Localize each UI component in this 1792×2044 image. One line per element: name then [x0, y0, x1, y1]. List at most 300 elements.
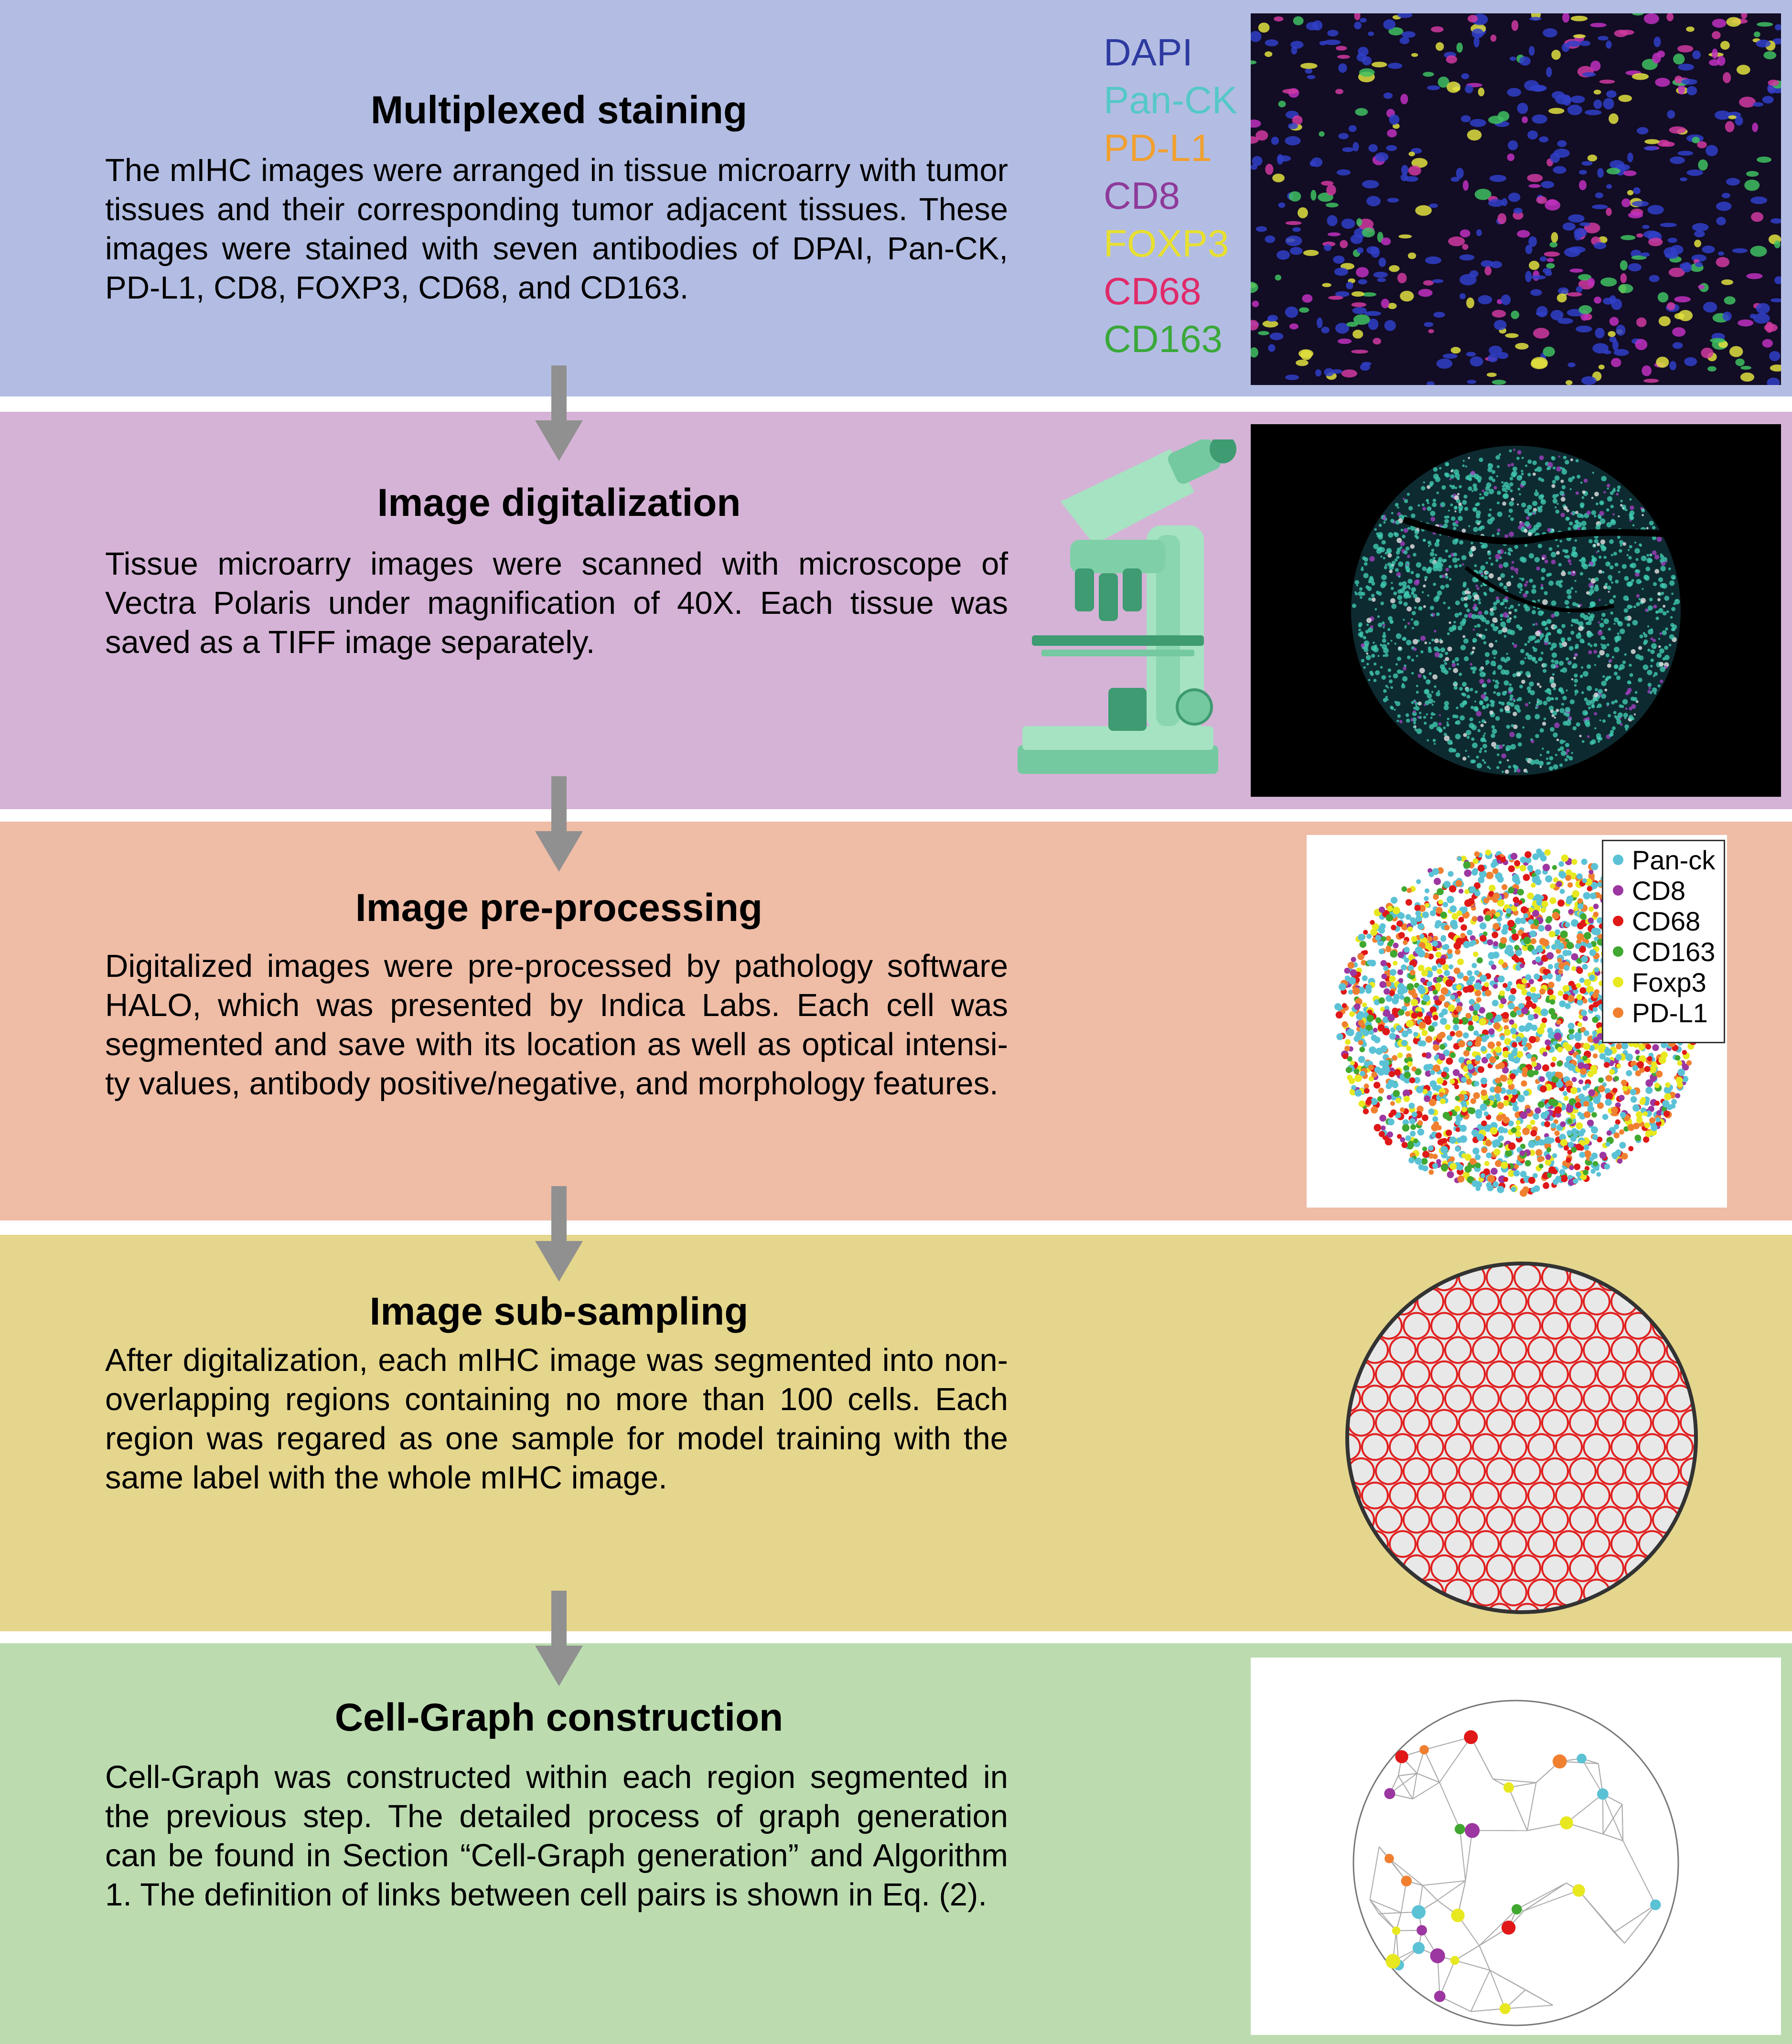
- cell-point: [1433, 1044, 1439, 1051]
- cell-point: [1371, 1072, 1377, 1078]
- cell-dot: [1493, 691, 1496, 694]
- cell-dot: [1544, 591, 1548, 595]
- cell-point: [1545, 1111, 1550, 1116]
- cell-dot: [1520, 660, 1524, 665]
- cell-dot: [1504, 670, 1510, 675]
- cell-dot: [1497, 577, 1501, 580]
- cell-dot: [1532, 501, 1537, 506]
- cell-dot: [1404, 550, 1408, 555]
- cell-point: [1492, 1000, 1499, 1006]
- cell-dot: [1379, 524, 1382, 527]
- cell-point: [1344, 1046, 1350, 1051]
- cell-blob: [1399, 37, 1409, 44]
- cell-blob: [1543, 268, 1551, 273]
- cell-dot: [1593, 643, 1597, 647]
- cell-blob: [1373, 338, 1381, 344]
- cell-blob: [1706, 145, 1718, 156]
- cell-dot: [1448, 607, 1450, 610]
- cell-dot: [1525, 703, 1528, 706]
- cell-point: [1546, 1045, 1551, 1050]
- cell-dot: [1481, 525, 1485, 530]
- cell-dot: [1614, 617, 1619, 622]
- cell-point: [1380, 923, 1386, 930]
- cell-blob: [1459, 274, 1477, 286]
- cell-dot: [1529, 553, 1534, 558]
- cell-blob: [1657, 139, 1669, 147]
- cell-point: [1563, 1042, 1569, 1049]
- cell-blob: [1465, 85, 1473, 93]
- cell-dot: [1574, 679, 1578, 683]
- cell-point: [1584, 1111, 1590, 1118]
- cell-blob: [1484, 266, 1492, 275]
- cell-point: [1540, 1085, 1547, 1092]
- cell-dot: [1468, 756, 1470, 758]
- cell-point: [1454, 967, 1460, 974]
- cell-point: [1486, 872, 1493, 879]
- cell-dot: [1492, 679, 1494, 681]
- cell-dot: [1583, 671, 1588, 677]
- cell-blob: [1553, 166, 1566, 174]
- cell-dot: [1535, 734, 1539, 738]
- cell-dot: [1579, 559, 1581, 561]
- cell-dot: [1597, 706, 1599, 708]
- cell-blob: [1432, 279, 1444, 283]
- cell-dot: [1623, 713, 1628, 717]
- cell-blob: [1303, 250, 1319, 256]
- cell-blob: [1620, 273, 1627, 283]
- cell-dot: [1384, 552, 1387, 555]
- cell-dot: [1395, 503, 1399, 507]
- cell-blob: [1673, 54, 1685, 64]
- cell-point: [1520, 865, 1526, 871]
- cell-dot: [1414, 535, 1417, 538]
- cell-blob: [1670, 157, 1685, 164]
- cell-blob: [1762, 96, 1774, 104]
- cell-dot: [1616, 635, 1621, 641]
- cell-dot: [1588, 578, 1591, 580]
- cell-point: [1433, 1015, 1438, 1020]
- cell-point: [1634, 1134, 1641, 1141]
- cell-point: [1375, 935, 1381, 941]
- cell-point: [1454, 1106, 1460, 1112]
- cell-dot: [1366, 655, 1371, 660]
- cell-point: [1520, 856, 1526, 863]
- cell-dot: [1356, 584, 1358, 586]
- cell-dot: [1606, 702, 1610, 706]
- cell-point: [1411, 999, 1418, 1006]
- cell-dot: [1561, 497, 1566, 502]
- cell-dot: [1598, 516, 1601, 519]
- cell-blob: [1383, 19, 1395, 30]
- cell-blob: [1373, 272, 1388, 278]
- cell-dot: [1497, 532, 1500, 535]
- cell-blob: [1381, 237, 1391, 245]
- cell-point: [1621, 1153, 1628, 1159]
- cell-blob: [1513, 208, 1523, 214]
- cell-blob: [1725, 121, 1735, 132]
- cell-dot: [1365, 630, 1369, 633]
- cell-point: [1520, 1171, 1527, 1177]
- cell-point: [1555, 1176, 1561, 1182]
- cell-point: [1475, 1163, 1481, 1168]
- cell-dot: [1541, 621, 1546, 626]
- cell-dot: [1512, 561, 1514, 564]
- cell-point: [1498, 975, 1504, 982]
- cell-point: [1588, 918, 1594, 923]
- cell-blob: [1603, 98, 1614, 109]
- cell-dot: [1494, 684, 1499, 689]
- cell-dot: [1554, 625, 1557, 629]
- cell-point: [1387, 1095, 1392, 1100]
- cell-blob: [1357, 247, 1363, 254]
- cell-dot: [1377, 535, 1379, 537]
- cell-blob: [1567, 105, 1582, 115]
- cell-point: [1523, 874, 1530, 881]
- cell-blob: [1341, 219, 1355, 229]
- cell-dot: [1554, 722, 1560, 728]
- cell-point: [1440, 1018, 1447, 1025]
- cell-blob: [1737, 65, 1750, 75]
- cell-blob: [1597, 168, 1604, 178]
- cell-dot: [1519, 578, 1521, 579]
- cell-point: [1355, 1031, 1363, 1038]
- cell-blob: [1620, 30, 1634, 35]
- cell-point: [1543, 969, 1548, 974]
- cell-dot: [1503, 562, 1508, 567]
- cell-dot: [1517, 450, 1522, 454]
- cell-dot: [1383, 626, 1384, 628]
- cell-blob: [1488, 116, 1503, 124]
- cell-dot: [1532, 610, 1536, 614]
- cell-dot: [1572, 602, 1577, 606]
- cell-dot: [1658, 577, 1663, 582]
- cell-point: [1393, 907, 1400, 914]
- cell-blob: [1546, 67, 1552, 77]
- cell-point: [1441, 1164, 1448, 1171]
- cell-point: [1496, 1041, 1501, 1047]
- cell-point: [1492, 868, 1499, 874]
- cell-dot: [1358, 624, 1362, 627]
- cell-dot: [1588, 642, 1590, 645]
- cell-dot: [1639, 598, 1641, 600]
- cell-point: [1548, 982, 1555, 988]
- cell-dot: [1618, 667, 1621, 671]
- cell-dot: [1428, 698, 1433, 704]
- cell-point: [1523, 1187, 1529, 1193]
- cell-dot: [1383, 521, 1385, 524]
- cell-blob: [1677, 45, 1693, 52]
- cell-point: [1369, 1030, 1374, 1035]
- cell-point: [1498, 1135, 1504, 1142]
- cell-dot: [1400, 546, 1403, 549]
- cell-dot: [1594, 712, 1597, 716]
- cell-dot: [1495, 716, 1500, 721]
- cell-blob: [1342, 147, 1353, 152]
- cell-point: [1398, 932, 1405, 938]
- cell-blob: [1321, 327, 1330, 333]
- marker-label: FOXP3: [1104, 222, 1229, 265]
- cell-point: [1583, 1169, 1588, 1175]
- cell-dot: [1540, 766, 1542, 768]
- cell-dot: [1558, 687, 1564, 692]
- cell-point: [1442, 964, 1449, 971]
- cell-dot: [1609, 659, 1612, 663]
- cell-point: [1545, 924, 1552, 931]
- cell-point: [1516, 984, 1522, 989]
- cell-dot: [1521, 472, 1524, 475]
- cell-dot: [1541, 761, 1544, 764]
- cell-point: [1466, 1079, 1472, 1085]
- cell-dot: [1503, 493, 1509, 499]
- cell-dot: [1437, 492, 1439, 494]
- cell-point: [1531, 883, 1535, 888]
- cell-point: [1457, 910, 1462, 916]
- cell-point: [1682, 1050, 1687, 1055]
- cell-point: [1671, 1103, 1676, 1109]
- cell-dot: [1476, 502, 1480, 506]
- cell-dot: [1624, 724, 1629, 729]
- cell-dot: [1440, 585, 1445, 589]
- cell-dot: [1456, 524, 1459, 527]
- cell-blob: [1372, 62, 1387, 67]
- cell-dot: [1368, 598, 1372, 601]
- cell-point: [1358, 934, 1365, 941]
- cell-dot: [1630, 673, 1633, 677]
- cell-dot: [1649, 521, 1654, 525]
- cell-dot: [1516, 733, 1522, 738]
- cell-blob: [1355, 108, 1368, 116]
- cell-dot: [1594, 664, 1596, 666]
- cell-point: [1592, 1017, 1598, 1023]
- cell-blob: [1672, 327, 1685, 337]
- cell-blob: [1550, 152, 1560, 163]
- cell-point: [1574, 1164, 1580, 1170]
- cell-point: [1511, 1097, 1516, 1102]
- cell-blob: [1686, 170, 1703, 176]
- cell-blob: [1566, 380, 1573, 385]
- cell-point: [1428, 1109, 1435, 1115]
- cell-point: [1508, 1053, 1514, 1059]
- cell-dot: [1581, 563, 1586, 567]
- cell-point: [1508, 887, 1514, 893]
- cell-dot: [1555, 697, 1558, 700]
- cell-point: [1584, 1145, 1589, 1150]
- cell-point: [1547, 989, 1554, 995]
- cell-dot: [1462, 464, 1465, 467]
- cell-dot: [1387, 642, 1390, 645]
- cell-point: [1579, 978, 1585, 983]
- cell-dot: [1516, 457, 1520, 460]
- cell-point: [1521, 906, 1528, 913]
- cell-blob: [1265, 235, 1275, 243]
- cell-dot: [1627, 688, 1631, 692]
- cell-dot: [1413, 726, 1416, 728]
- cell-dot: [1380, 666, 1383, 669]
- cell-dot: [1580, 572, 1583, 576]
- cell-dot: [1501, 481, 1503, 483]
- cell-dot: [1676, 599, 1678, 601]
- stage-description: Cell-Graph was constructed within each region segmented in the previous step. The detailed process of graph generation can be found in Section “Cell-Graph generation” and Algorithm 1. The definition of links between cell pairs is shown in Eq. (2).: [105, 1759, 1008, 1913]
- cell-blob: [1628, 212, 1643, 218]
- cell-dot: [1600, 636, 1605, 640]
- cell-dot: [1636, 602, 1640, 607]
- cell-dot: [1557, 503, 1559, 505]
- cell-blob: [1667, 302, 1675, 310]
- cell-blob: [1579, 170, 1587, 175]
- cell-blob: [1752, 123, 1758, 132]
- cell-dot: [1588, 650, 1592, 654]
- cell-dot: [1641, 556, 1647, 561]
- cell-dot: [1513, 674, 1516, 677]
- cell-dot: [1525, 758, 1529, 761]
- marker-label: CD163: [1104, 318, 1223, 360]
- cell-point: [1495, 1160, 1502, 1167]
- cell-point: [1410, 1131, 1416, 1136]
- cell-dot: [1513, 467, 1517, 471]
- cell-blob: [1595, 328, 1604, 338]
- cell-point: [1630, 1089, 1636, 1095]
- cell-dot: [1552, 529, 1554, 531]
- cell-point: [1371, 1106, 1378, 1113]
- cell-blob: [1270, 332, 1284, 340]
- cell-dot: [1568, 717, 1572, 720]
- cell-point: [1379, 1114, 1386, 1122]
- cell-dot: [1396, 720, 1399, 722]
- cell-dot: [1525, 671, 1531, 676]
- cell-dot: [1452, 539, 1458, 545]
- cell-point: [1534, 1107, 1541, 1113]
- cell-blob: [1300, 350, 1312, 360]
- cell-point: [1643, 1112, 1648, 1116]
- cell-point: [1463, 1050, 1470, 1056]
- cell-point: [1380, 960, 1387, 967]
- cell-point: [1662, 1100, 1669, 1107]
- cell-blob: [1389, 265, 1399, 272]
- cell-point: [1473, 1092, 1480, 1099]
- cell-point: [1675, 1055, 1681, 1061]
- cell-blob: [1769, 351, 1781, 361]
- cell-dot: [1482, 735, 1485, 737]
- cell-blob: [1398, 235, 1412, 238]
- cell-dot: [1663, 611, 1667, 616]
- cell-point: [1490, 1127, 1498, 1134]
- cell-dot: [1630, 519, 1632, 522]
- cell-point: [1584, 932, 1591, 940]
- cell-dot: [1629, 663, 1631, 666]
- cell-point: [1611, 1107, 1618, 1114]
- cell-dot: [1531, 528, 1536, 534]
- cell-dot: [1453, 553, 1457, 556]
- cell-blob: [1292, 227, 1301, 232]
- cell-blob: [1768, 80, 1779, 86]
- cell-blob: [1656, 357, 1669, 368]
- cell-point: [1478, 1066, 1484, 1073]
- cell-dot: [1612, 727, 1616, 730]
- cell-dot: [1452, 557, 1458, 563]
- cell-dot: [1556, 738, 1559, 741]
- cell-dot: [1652, 526, 1656, 530]
- cell-point: [1516, 1036, 1522, 1042]
- cell-blob: [1522, 116, 1528, 123]
- stage-description: The mIHC images were arranged in tissue microarry with tumor tissues and their corresponding tumor adjacent tissues. These images were stained with seven antibodies of DPAI, Pan-CK, PD-L1, CD8, FOXP3, CD68, and CD163.: [105, 152, 1008, 306]
- cell-point: [1364, 1088, 1370, 1094]
- cell-point: [1432, 1163, 1438, 1169]
- cell-point: [1417, 1012, 1423, 1017]
- cell-dot: [1396, 538, 1402, 543]
- cell-dot: [1671, 593, 1674, 595]
- cell-dot: [1591, 556, 1594, 558]
- cell-point: [1422, 1114, 1428, 1121]
- cell-dot: [1555, 506, 1556, 508]
- cell-point: [1607, 1130, 1612, 1135]
- cell-blob: [1757, 157, 1771, 163]
- cell-blob: [1401, 174, 1408, 182]
- cell-blob: [1610, 317, 1619, 326]
- cell-dot: [1491, 563, 1493, 566]
- cell-point: [1387, 1132, 1393, 1138]
- cell-blob: [1574, 231, 1582, 240]
- cell-dot: [1360, 634, 1363, 638]
- cell-dot: [1492, 534, 1495, 537]
- cell-point: [1537, 1027, 1545, 1035]
- cell-point: [1567, 1063, 1575, 1070]
- cell-dot: [1551, 552, 1556, 557]
- cell-dot: [1458, 516, 1463, 521]
- cell-blob: [1543, 28, 1557, 37]
- cell-blob: [1512, 20, 1519, 31]
- cell-dot: [1541, 652, 1544, 654]
- cell-point: [1411, 1012, 1418, 1019]
- cell-blob: [1750, 196, 1767, 204]
- cell-point: [1358, 1011, 1364, 1018]
- cell-point: [1369, 1047, 1376, 1054]
- cell-blob: [1278, 203, 1286, 208]
- cell-point: [1390, 969, 1396, 976]
- cell-dot: [1495, 455, 1500, 460]
- cell-dot: [1566, 713, 1570, 717]
- cell-dot: [1617, 632, 1620, 635]
- cell-blob: [1648, 238, 1663, 246]
- cell-blob: [1716, 257, 1729, 267]
- cell-point: [1492, 923, 1499, 930]
- cell-dot: [1601, 694, 1606, 699]
- cell-point: [1404, 996, 1410, 1003]
- cell-dot: [1593, 650, 1597, 654]
- cell-dot: [1524, 657, 1526, 659]
- cell-blob: [1541, 181, 1554, 188]
- cell-dot: [1397, 589, 1402, 594]
- cell-point: [1485, 990, 1492, 996]
- cell-dot: [1508, 611, 1512, 614]
- cell-dot: [1443, 601, 1446, 604]
- cell-dot: [1643, 664, 1649, 670]
- cell-point: [1430, 1081, 1437, 1088]
- cell-dot: [1386, 698, 1388, 700]
- cell-blob: [1527, 174, 1543, 182]
- cell-point: [1580, 913, 1587, 920]
- cell-dot: [1445, 549, 1448, 553]
- cell-point: [1481, 1046, 1486, 1051]
- cell-dot: [1369, 671, 1373, 674]
- cell-dot: [1643, 575, 1649, 580]
- cell-point: [1358, 1056, 1365, 1063]
- cell-dot: [1551, 659, 1554, 663]
- cell-blob: [1609, 113, 1619, 124]
- cell-point: [1583, 1043, 1590, 1050]
- cell-dot: [1572, 476, 1575, 479]
- cell-blob: [1562, 43, 1569, 52]
- cell-blob: [1557, 140, 1567, 147]
